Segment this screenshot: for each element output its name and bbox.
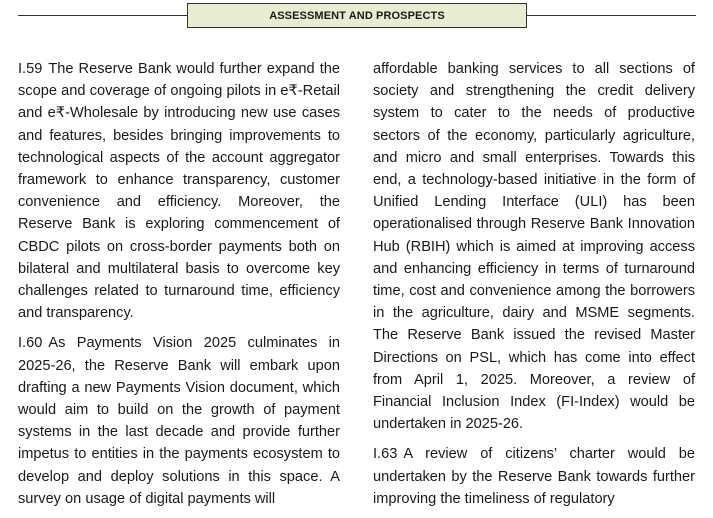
paragraph-number: I.63 [373,446,398,463]
paragraph-continued [373,58,695,435]
header-rule-right [526,15,696,16]
paragraph-text: A review of citizens’ charter would be undertaken by the Reserve Bank towards further improving the timeliness of regulatory [373,446,695,507]
section-header [187,3,527,28]
paragraph-number: I.60 [18,335,43,352]
left-column [18,58,340,518]
paragraph-text: affordable banking services to all sections of society and strengthening the credit delivery system to cater to the needs of productive sectors of the economy, particularly agriculture, and micro and small enterprises. Towards this end, a technology-based initiative in the form of Unified Lending Interface (ULI) has been operationalised through Reserve Bank Innovation Hub (RBIH) which is aimed at improving access and enhancing efficiency in terms of turnaround time, cost and convenience among the borrowers in the agriculture, dairy and MSME segments. The Reserve Bank issued the revised Master Directions on PSL, which has come into effect from April 1, 2025. Moreover, a review of Financial Inclusion Index (FI-Index) would be undertaken in 2025-26. [373,61,695,433]
paragraph-i59 [18,58,340,324]
paragraph-i60 [18,332,340,510]
paragraph-number: I.59 [18,61,43,77]
section-header-title: ASSESSMENT AND PROSPECTS [269,9,445,22]
paragraph-text: As Payments Vision 2025 culminates in 2025-26, the Reserve Bank will embark upon drafting a new Payments Vision document, which would aim to build on the growth of payment systems in the last decade and provide further impetus to entities in the payments ecosystem to develop and deploy solutions in this space. A survey on usage of digital payments will [18,335,340,507]
paragraph-i63 [373,443,695,510]
right-column [373,58,695,518]
paragraph-text: The Reserve Bank would further expand the scope and coverage of ongoing pilots in e₹-Retail and e₹-Wholesale by introducing new use cases and features, besides bringing improvements to technological aspects of the account aggregator framework to enhance transparency, customer convenience and efficiency. Moreover, the Reserve Bank is exploring commencement of CBDC pilots on cross-border payments both on bilateral and multilateral basis to overcome key challenges related to turnaround time, efficiency and transparency. [18,61,340,322]
header-rule-left [18,15,188,16]
